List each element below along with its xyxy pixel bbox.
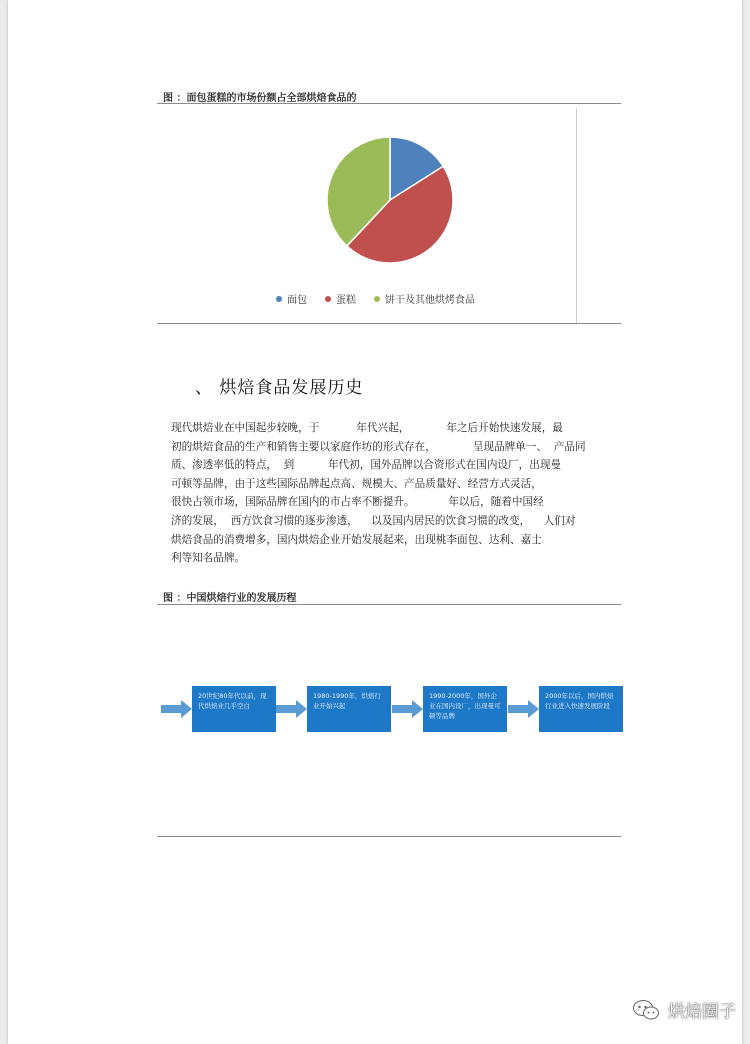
watermark-text: 烘焙圈子 (668, 1002, 736, 1022)
body-paragraph (171, 419, 621, 568)
legend-label-bread: 面包 (287, 295, 307, 306)
figure1-right-border (576, 108, 577, 323)
legend-swatch-biscuit (374, 296, 380, 302)
paragraph-line: 现代烘焙业在中国起步较晚，于 年代兴起， 年之后开始快速发展，最 (171, 422, 563, 434)
paragraph-line: 可顿等品牌，由于这些国际品牌起点高、规模大、产品质量好、经营方式灵活， (171, 477, 542, 490)
legend-label-cake: 蛋糕 (336, 295, 356, 306)
pie-chart (320, 130, 460, 270)
paragraph-line: 济的发展， 西方饮食习惯的逐步渗透， 以及国内居民的饮食习惯的改变， 人们对 (171, 514, 576, 527)
flow-arrow-1 (161, 700, 193, 718)
flow-arrow-2 (276, 700, 308, 718)
paragraph-line: 很快占领市场，国际品牌在国内的市占率不断提升。 年以后，随着中国经 (171, 496, 544, 509)
figure2-bottom-rule (157, 836, 621, 837)
figure1-caption: 图 ：面包蛋糕的市场份额占全部烘焙食品的 (163, 93, 357, 104)
flow-step-3: 1990-2000年，国外企业在国内设厂，出现曼可顿等品牌 (423, 686, 507, 732)
wechat-icon (632, 999, 660, 1021)
paragraph-line: 质、渗透率低的特点， 到 年代初，国外品牌以合资形式在国内设厂，出现曼 (171, 459, 562, 472)
flow-arrow-3 (392, 700, 424, 718)
document-page (8, 0, 742, 1044)
legend-swatch-cake (325, 296, 331, 302)
watermark (632, 997, 736, 1022)
flow-step-4: 2000年以后，国内烘焙行业进入快速发展阶段 (539, 686, 623, 732)
figure1-top-rule (157, 103, 621, 104)
legend-item-cake (325, 291, 356, 306)
paragraph-line: 利等知名品牌。 (171, 552, 246, 565)
figure1-bottom-rule (157, 323, 621, 324)
legend-item-bread (276, 291, 307, 306)
paragraph-line: 初的烘焙食品的生产和销售主要以家庭作坊的形式存在， 呈现品牌单一、 产品同 (171, 440, 586, 453)
pie-legend (276, 291, 475, 306)
legend-item-biscuit (374, 291, 475, 306)
paragraph-line: 烘焙食品的消费增多，国内烘焙企业开始发展起来，出现桃李面包、达利、嘉士 (171, 533, 542, 546)
flow-arrow-4 (508, 700, 540, 718)
figure2-caption: 图 ：中国烘焙行业的发展历程 (163, 593, 297, 604)
flow-step-1: 20世纪80年代以前，现代烘焙业几乎空白 (192, 686, 276, 732)
legend-label-biscuit: 饼干及其他烘烤食品 (385, 295, 475, 306)
flow-step-2: 1980-1990年，烘焙行业开始兴起 (307, 686, 391, 732)
figure2-top-rule (157, 604, 621, 605)
legend-swatch-bread (276, 296, 282, 302)
section-title: 、 烘焙食品发展历史 (195, 378, 364, 398)
